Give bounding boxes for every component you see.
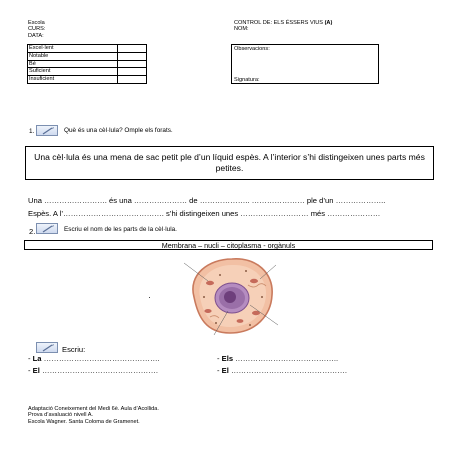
school-label: Escola [28, 20, 45, 26]
grade-row [28, 76, 147, 84]
grade-mark-cell[interactable] [118, 68, 147, 76]
course-label: CURS: [28, 26, 46, 33]
word-bank-box [24, 240, 433, 250]
grade-mark-cell[interactable] [118, 60, 147, 68]
control-title-text: CONTROL DE: ELS ÉSSERS VIUS [234, 20, 325, 26]
answer-article: El [32, 366, 40, 375]
grade-label: Bé [28, 60, 118, 68]
definition-box [25, 146, 434, 180]
grade-label: Insuficient [28, 76, 118, 84]
fill-blank-line-2[interactable]: Espès. A l’…………………………………. s’hi distingeixen unes ……………………… més ………………… [28, 209, 381, 218]
grade-mark-cell[interactable] [118, 76, 147, 84]
name-label: NOM: [234, 26, 249, 33]
animal-cell-illustration [180, 253, 280, 337]
date-label: DATA: [28, 32, 44, 39]
question-1-prompt: Què és una cèl·lula? Omple els forats. [64, 127, 173, 134]
observations-box[interactable] [231, 44, 379, 84]
footer-line: Prova d’avaluació nivell A. [28, 412, 93, 419]
stray-dot [149, 297, 150, 298]
answer-blank: ………………………………………. [41, 354, 160, 363]
footer-line: Escola Wagner. Santa Coloma de Gramenet. [28, 418, 140, 425]
footer [28, 406, 159, 425]
fill-blank-line-1[interactable]: Una ……………………. és una ………………… de ……………….. ………………… ple d’un ……………….. [28, 196, 386, 205]
answer-blank: ………………………………………. [39, 366, 158, 375]
answer-blank: ………………………………………. [228, 366, 347, 375]
answer-article: Els [221, 354, 234, 363]
question-2-prompt: Escriu el nom de les parts de la cèl·lula. [64, 226, 177, 233]
answer-line-la[interactable] [28, 354, 160, 363]
definition-text: Una cèl·lula és una mena de sac petit ple d’un líquid espès. A l’interior s’hi distingeixen unes parts més petites. [34, 152, 425, 173]
grade-label: Suficient [28, 68, 118, 76]
question-1-number: 1. [29, 128, 35, 135]
footer-line: Adaptació Coneixement del Medi 6è. Aula d’Acollida. [28, 406, 159, 412]
grade-row [28, 60, 147, 68]
grade-row [28, 68, 147, 76]
answer-prefix: - [28, 366, 33, 375]
answer-line-el-1[interactable] [28, 366, 158, 375]
answer-prefix: - [217, 366, 222, 375]
signature-label: Signatura: [234, 76, 260, 83]
answer-article: La [32, 354, 42, 363]
answer-blank: ………………………………….. [233, 354, 339, 363]
answer-prefix: - [28, 354, 33, 363]
pencil-icon [36, 342, 58, 353]
grades-table [27, 44, 147, 84]
word-bank-text: Membrana – nucli – citoplasma - orgànuls [161, 241, 296, 250]
header-left [28, 20, 45, 39]
escriu-label: Escriu: [62, 345, 86, 354]
grade-label: Excel·lent [28, 45, 118, 53]
control-title-level: (A) [324, 20, 333, 26]
answer-article: El [221, 366, 229, 375]
pencil-icon [36, 125, 58, 136]
grade-row [28, 52, 147, 60]
answer-line-el-2[interactable] [217, 366, 347, 375]
grade-mark-cell[interactable] [118, 45, 147, 53]
header-right [234, 20, 332, 33]
grade-mark-cell[interactable] [118, 52, 147, 60]
answer-prefix: - [217, 354, 222, 363]
pencil-icon [36, 223, 58, 234]
answer-line-els[interactable] [217, 354, 338, 363]
question-2-number: 2. [29, 227, 36, 236]
observations-label: Observacions: [234, 46, 270, 52]
grade-label: Notable [28, 52, 118, 60]
grade-row [28, 45, 147, 53]
